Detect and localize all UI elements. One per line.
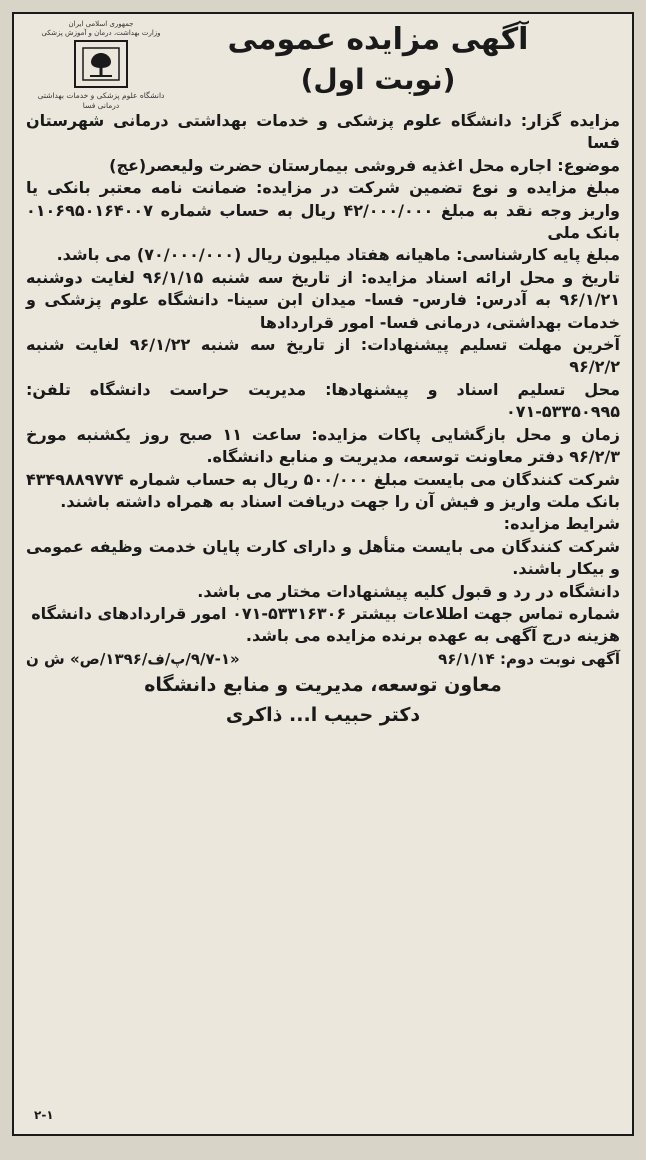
second-notice-date: آگهی نوبت دوم: ۹۶/۱/۱۴ bbox=[438, 649, 620, 668]
notice-code: «۹/۷-۱/پ/ف/۱۳۹۶/ص» ش ن bbox=[26, 649, 240, 668]
advertisement-frame bbox=[12, 12, 634, 1136]
paragraph-subject: موضوع: اجاره محل اغذیه فروشی بیمارستان حضرت ولیعصر(عج) bbox=[109, 155, 620, 175]
paragraph-organizer: مزایده گزار: دانشگاه علوم پزشکی و خدمات بهداشتی درمانی شهرستان فسا bbox=[26, 111, 620, 153]
paragraph-base-price: مبلغ پایه کارشناسی: ماهیانه هفتاد میلیون ریال (۷۰/۰۰۰/۰۰۰) می باشد. bbox=[56, 245, 620, 265]
signature-title: معاون توسعه، مدیریت و منابع دانشگاه bbox=[144, 673, 502, 696]
page-subtitle: (نوبت اول) bbox=[300, 63, 456, 96]
header bbox=[26, 20, 620, 110]
emblem-tree-icon bbox=[82, 47, 120, 81]
second-notice-line bbox=[26, 648, 620, 670]
paragraph-deadline: آخرین مهلت تسلیم پیشنهادات: از تاریخ سه شنبه ۹۶/۱/۲۲ لغایت شنبه ۹۶/۲/۲ bbox=[26, 335, 620, 377]
advertisement-page bbox=[12, 12, 634, 1136]
signature-name: دکتر حبیب ا... ذاکری bbox=[225, 703, 421, 726]
university-caption: دانشگاه علوم پزشکی و خدمات بهداشتی درمانی فسا bbox=[37, 91, 165, 110]
paragraph-delivery-place: محل تسلیم اسناد و پیشنهادها: مدیریت حراست دانشگاه تلفن: ۵۳۳۵۰۹۹۵-۰۷۱ bbox=[26, 379, 620, 422]
conditions-heading: شرایط مزایده: bbox=[503, 514, 620, 534]
paragraph-cost: هزینه درج آگهی به عهده برنده مزایده می باشد. bbox=[245, 626, 620, 646]
page-title: آگهی مزایده عمومی bbox=[227, 22, 529, 57]
advertisement-body bbox=[26, 110, 620, 1128]
paragraph-guarantee: مبلغ مزایده و نوع تضمین شرکت در مزایده: ضمانت نامه معتبر بانکی یا واریز وجه نقد به مبلغ ۴۲/۰۰۰/۰۰۰ ریال به حساب شماره ۰۱۰۶۹۵۰۱۶۴۰۰۷ بانک ملی bbox=[26, 178, 620, 243]
paragraph-condition-1: شرکت کنندگان می بایست متأهل و دارای کارت پایان خدمت وظیفه عمومی و بیکار باشند. bbox=[26, 536, 620, 579]
paragraph-document-dates: تاریخ و محل ارائه اسناد مزایده: از تاریخ سه شنبه ۹۶/۱/۱۵ لغایت دوشنبه ۹۶/۱/۲۱ به آدرس: فارس- فسا- میدان ابن سینا- دانشگاه علوم پزشکی و خدمات بهداشتی، درمانی فسا- امور قراردادها bbox=[26, 267, 620, 332]
paragraph-opening: زمان و محل بازگشایی پاکات مزایده: ساعت ۱۱ صبح روز یکشنبه مورخ ۹۶/۲/۳ دفتر معاونت توسعه، مدیریت و منابع دانشگاه. bbox=[26, 424, 621, 467]
paragraph-contact: شماره تماس جهت اطلاعات بیشتر ۵۳۳۱۶۳۰۶-۰۷۱ امور قراردادهای دانشگاه bbox=[31, 603, 620, 623]
paragraph-condition-2: دانشگاه در رد و قبول کلیه پیشنهادات مختار می باشد. bbox=[197, 581, 620, 601]
paragraph-payment: شرکت کنندگان می بایست مبلغ ۵۰۰/۰۰۰ ریال به حساب شماره ۴۳۴۹۸۸۹۷۷۴ بانک ملت واریز و فیش آن را جهت دریافت اسناد به همراه داشته باشند. bbox=[26, 469, 621, 511]
emblem-icon bbox=[74, 40, 128, 88]
university-logo bbox=[26, 20, 176, 110]
corner-mark: ۲-۱ bbox=[34, 1108, 54, 1122]
ministry-caption: جمهوری اسلامی ایران وزارت بهداشت، درمان و آموزش پزشکی bbox=[41, 20, 161, 37]
